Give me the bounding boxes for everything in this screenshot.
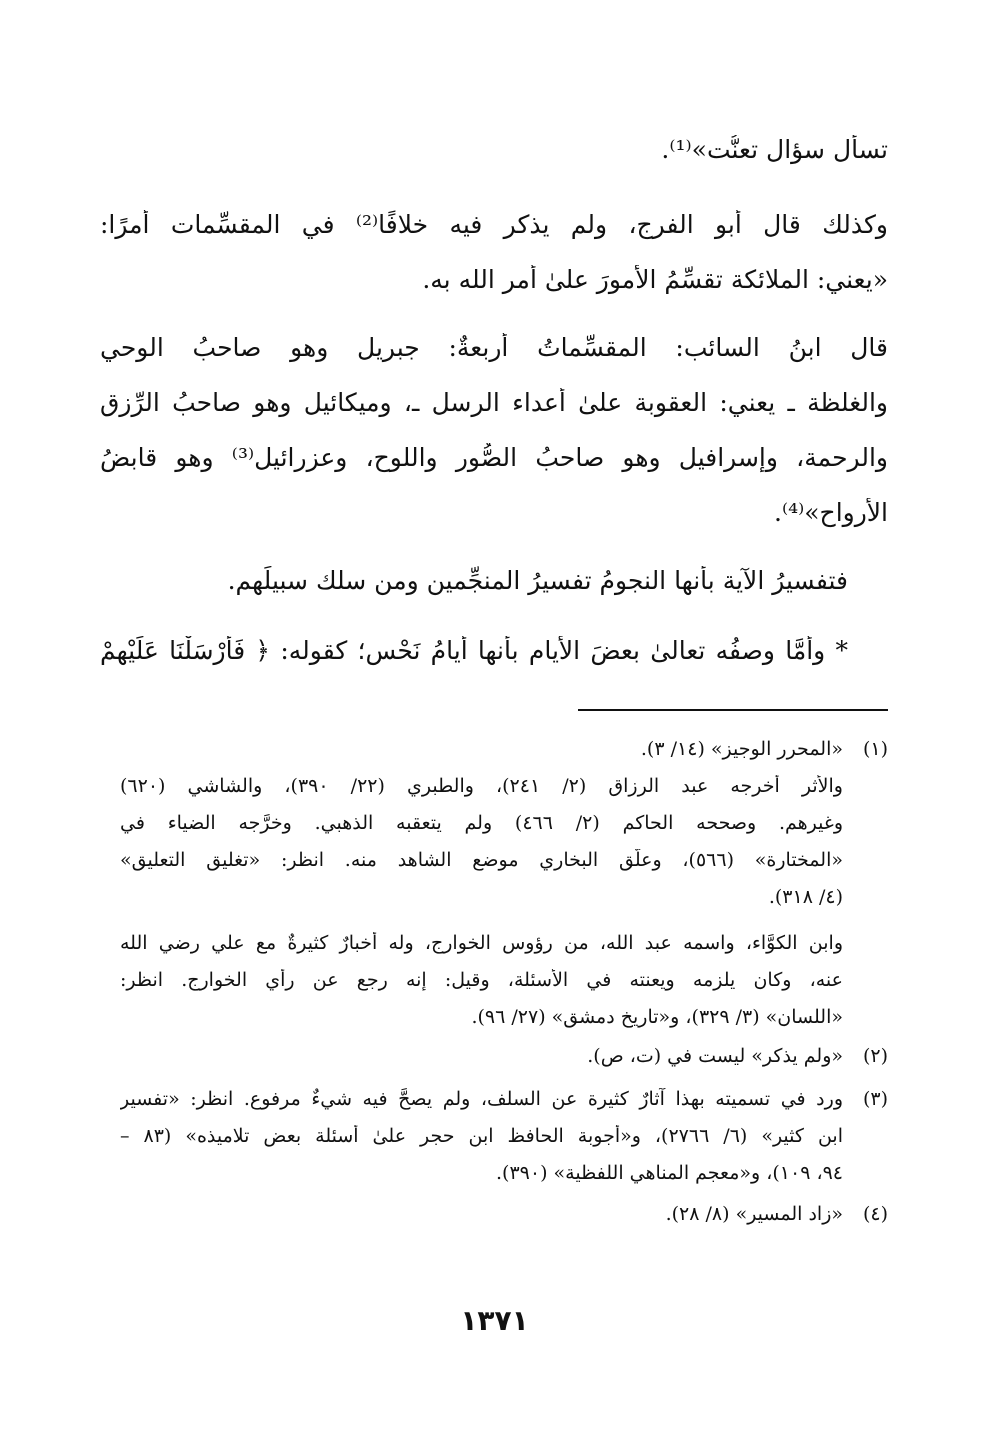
footnote-line: وغيرهم. وصححه الحاكم (٢/ ٤٦٦) ولم يتعقبه الذهبي. وخرَّجه الضياء في [120, 812, 843, 834]
footnote-number: (٤) [862, 1203, 888, 1225]
main-text-line: تسأل سؤال تعنُّت»⁽¹⁾. [661, 135, 888, 164]
footnote-line: «اللسان» (٣/ ٣٢٩)، و«تاريخ دمشق» (٢٧/ ٩٦). [471, 1006, 843, 1028]
footnote-line: «ولم يذكر» ليست في (ت، ص). [587, 1045, 843, 1067]
footnote-line: وابن الكوَّاء، واسمه عبد الله، من رؤوس الخوارج، وله أخبارٌ كثيرةٌ مع علي رضي الله [120, 932, 843, 954]
main-text-line: «يعني: الملائكة تقسِّمُ الأمورَ علىٰ أمر الله به. [422, 265, 888, 294]
main-text-line: فتفسيرُ الآية بأنها النجومُ تفسيرُ المنجِّمين ومن سلك سبيلَهم. [227, 566, 848, 595]
footnote-number: (٣) [862, 1088, 888, 1110]
main-text-line: * وأمَّا وصفُه تعالىٰ بعضَ الأيام بأنها أيامُ نَحْس؛ كقوله: ﴿ فَأَرْسَلْنَا عَلَيْهِمْ [100, 636, 848, 665]
main-text-line: الأرواح»⁽⁴⁾. [774, 498, 888, 527]
footnote-line: عنه، وكان يلزمه ويعنته في الأسئلة، وقيل: إنه رجع عن رأي الخوارج. انظر: [120, 969, 843, 991]
footnote-line: (٤/ ٣١٨). [768, 886, 843, 908]
footnote-number: (١) [862, 738, 888, 760]
footnote-line: ورد في تسميته بهذا آثارٌ كثيرة عن السلف، ولم يصحَّ فيه شيءٌ مرفوع. انظر: «تفسير [120, 1088, 843, 1110]
footnote-line: ٩٤، ١٠٩)، و«معجم المناهي اللفظية» (٣٩٠). [496, 1162, 843, 1184]
footnote-line: ابن كثير» (٦/ ٢٧٦٦)، و«أجوبة الحافظ ابن حجر علىٰ أسئلة بعض تلاميذه» (٨٣ – [120, 1125, 843, 1147]
main-text-line: والرحمة، وإسرافيل وهو صاحبُ الصُّور واللوح، وعزرائيل⁽³⁾ وهو قابضُ [100, 443, 888, 472]
footnote-line: «المختارة» (٥٦٦)، وعلَّق البخاري موضع الشاهد منه. انظر: «تغليق التعليق» [120, 849, 843, 871]
main-text-line: والغلظة ـ يعني: العقوبة علىٰ أعداء الرسل ـ، وميكائيل وهو صاحبُ الرِّزق [100, 388, 888, 417]
footnote-line: والأثر أخرجه عبد الرزاق (٢/ ٢٤١)، والطبري (٢٢/ ٣٩٠)، والشاشي (٦٢٠) [120, 775, 843, 797]
page-number: ١٣٧١ [460, 1304, 529, 1337]
footnote-separator [578, 709, 888, 711]
main-text-line: قال ابنُ السائب: المقسِّماتُ أربعةٌ: جبريل وهو صاحبُ الوحي [100, 333, 888, 362]
footnote-line: «زاد المسير» (٨/ ٢٨). [665, 1203, 843, 1225]
footnote-line: «المحرر الوجيز» (١٤/ ٣). [640, 738, 843, 760]
footnote-number: (٢) [862, 1045, 888, 1067]
main-text-line: وكذلك قال أبو الفرج، ولم يذكر فيه خلافًا⁽²⁾ في المقسِّمات أمرًا: [100, 210, 888, 239]
